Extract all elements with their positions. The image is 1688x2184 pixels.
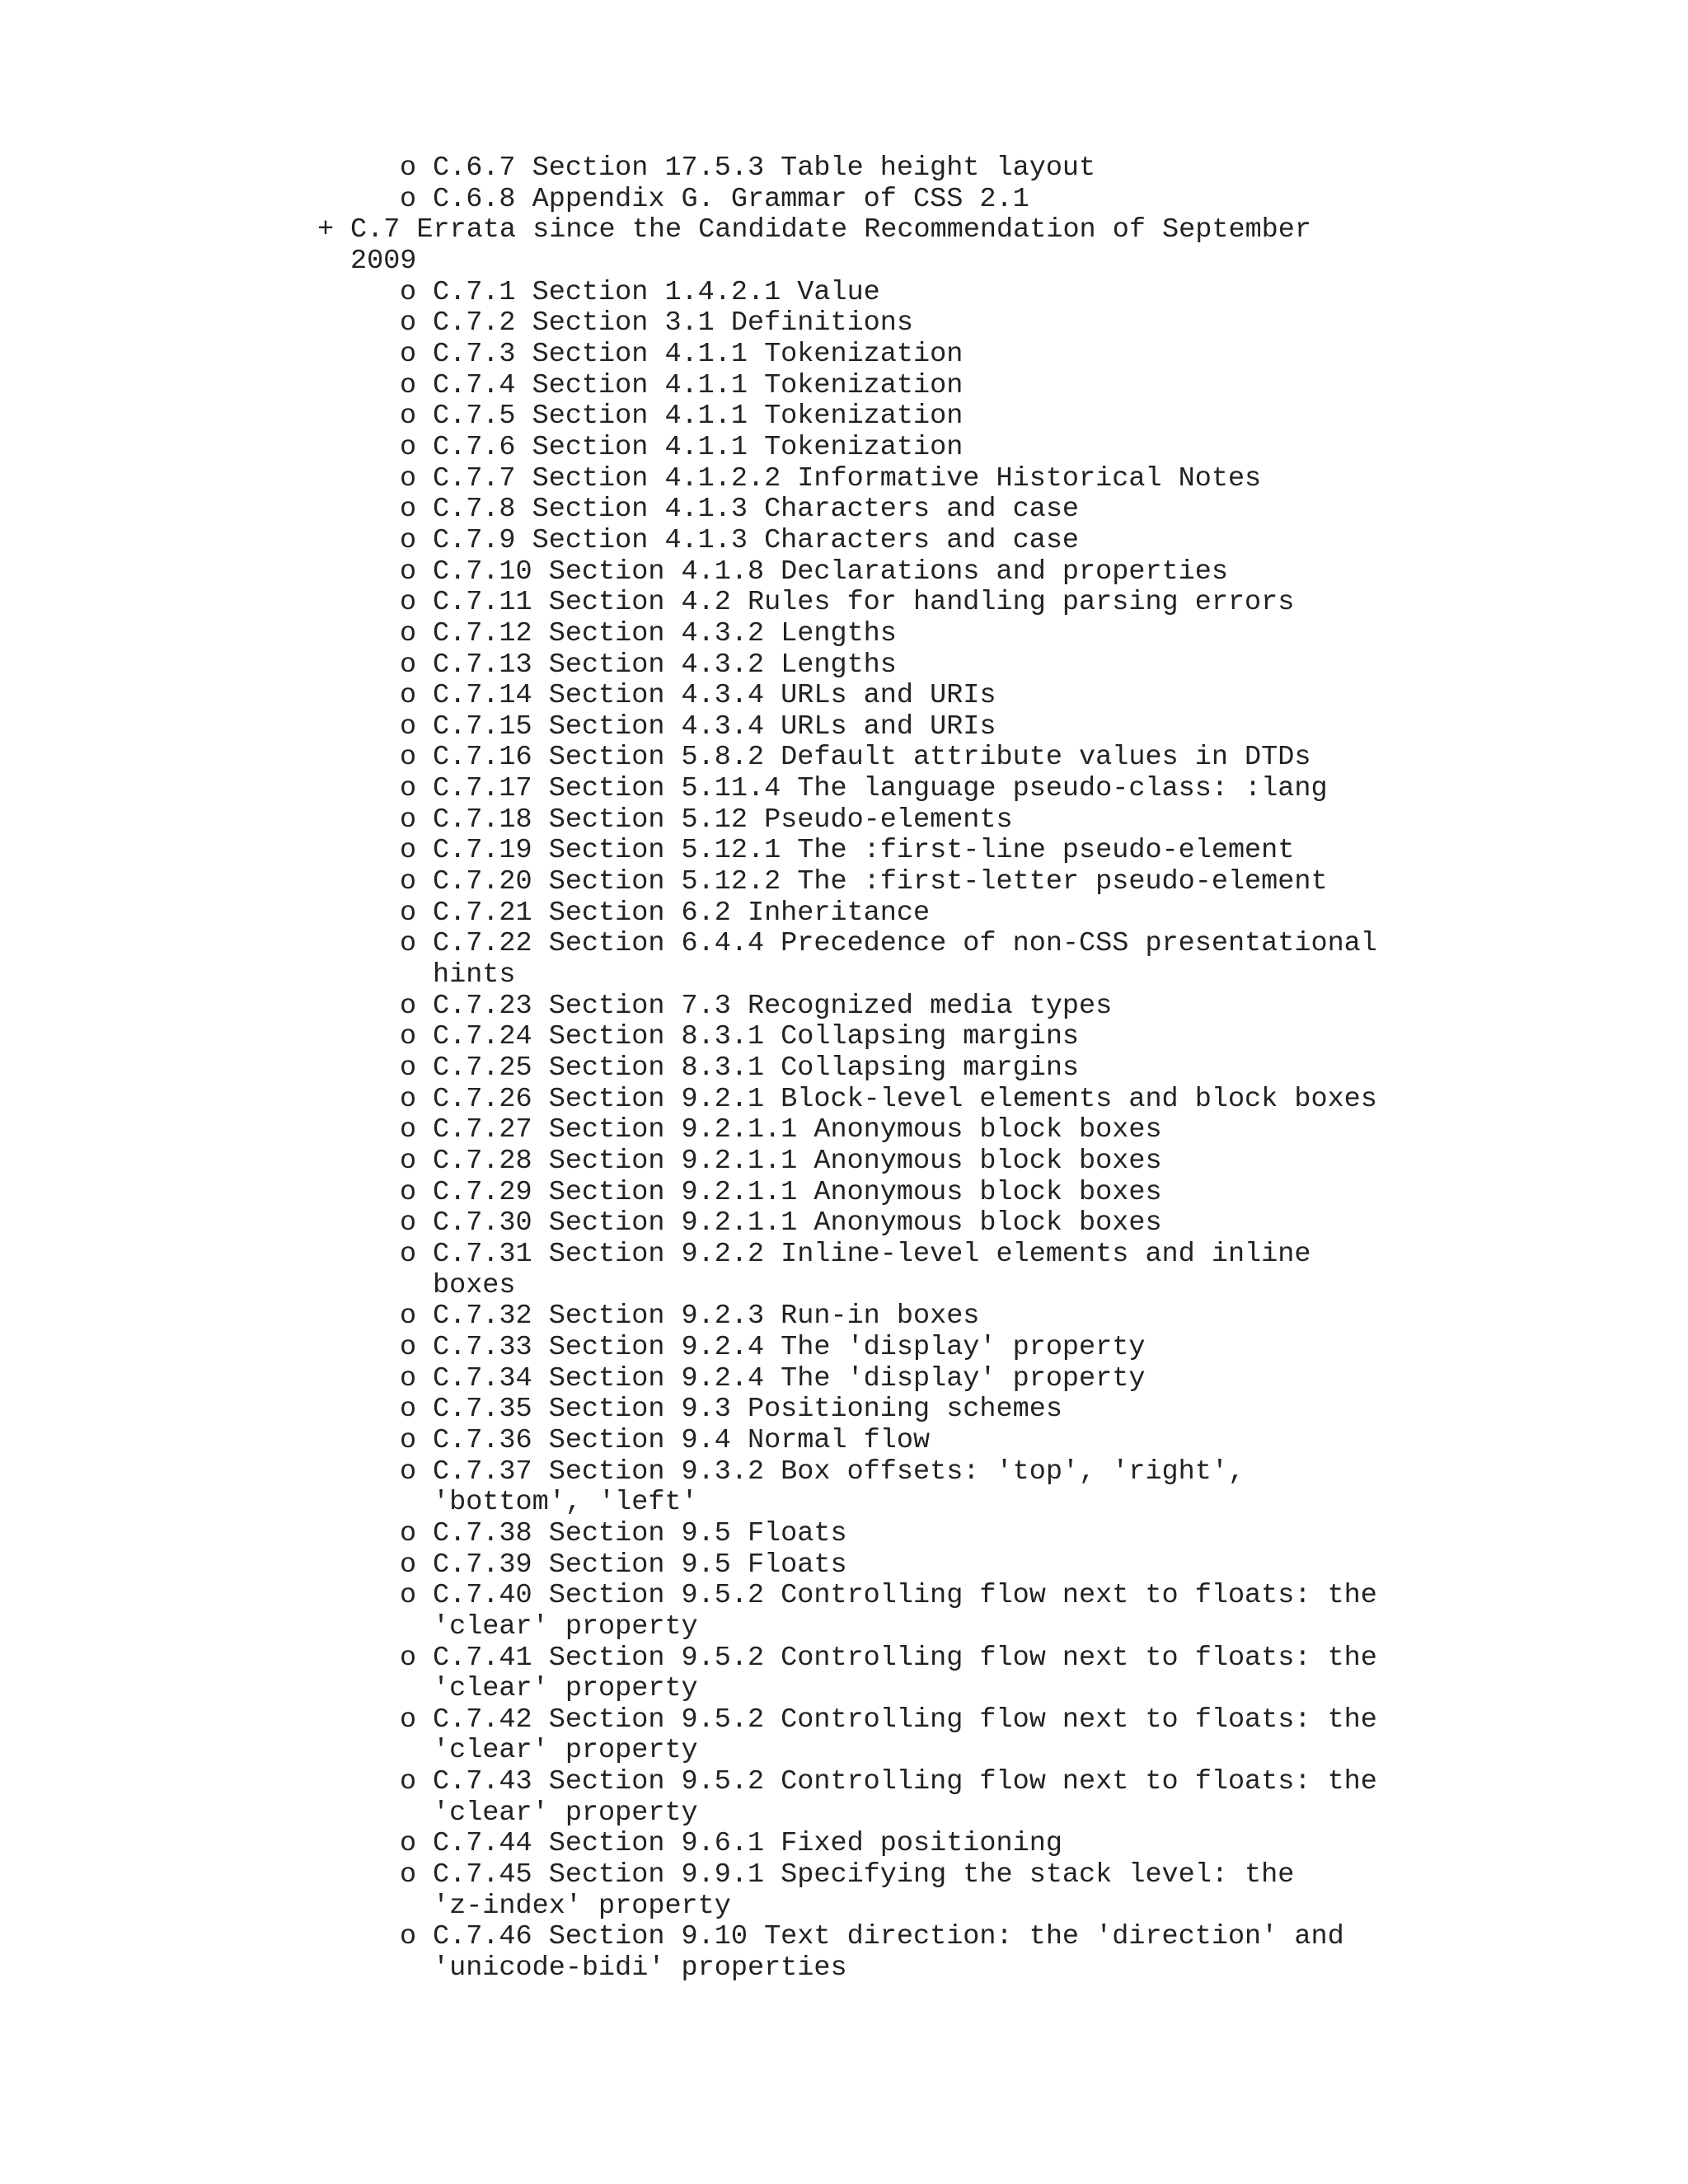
circle-bullet-icon: o [400, 152, 417, 184]
toc-entry[interactable] [317, 1922, 1377, 1984]
toc-entry-line: C.7.17 Section 5.11.4 The language pseudo-class: :lang [433, 773, 1328, 805]
toc-entry-line: hints [433, 959, 516, 991]
toc-entry-text [433, 1178, 1162, 1209]
toc-entry[interactable] [317, 619, 1377, 650]
toc-entry-text [433, 1301, 979, 1333]
circle-bullet-icon: o [400, 773, 417, 805]
toc-entry-text [433, 991, 1112, 1023]
toc-entry[interactable] [317, 836, 1377, 867]
toc-entry-line: boxes [433, 1269, 516, 1301]
toc-entry-line: 'clear' property [433, 1610, 698, 1643]
toc-entry[interactable] [317, 1457, 1377, 1519]
toc-entry-line: 2009 [350, 245, 417, 277]
toc-entry-text [433, 588, 1294, 619]
toc-entry-line: C.7.19 Section 5.12.1 The :first-line pseudo-element [433, 835, 1295, 867]
toc-entry[interactable] [317, 1146, 1377, 1178]
toc-entry[interactable] [317, 1519, 1377, 1550]
toc-entry-text [433, 371, 963, 402]
toc-entry-line: C.7.20 Section 5.12.2 The :first-letter pseudo-element [433, 866, 1328, 898]
toc-entry-text [433, 743, 1311, 774]
toc-entry-text [433, 557, 1228, 588]
toc-entry[interactable] [317, 1178, 1377, 1209]
circle-bullet-icon: o [400, 835, 417, 867]
toc-entry[interactable] [317, 153, 1377, 185]
toc-entry-text [433, 681, 996, 712]
circle-bullet-icon: o [400, 1362, 417, 1394]
toc-entry[interactable] [317, 401, 1377, 433]
circle-bullet-icon: o [400, 1766, 417, 1798]
toc-entry-text [433, 1550, 847, 1582]
circle-bullet-icon: o [400, 1207, 417, 1240]
toc-entry[interactable] [317, 1333, 1377, 1364]
toc-entry-line: C.7.10 Section 4.1.8 Declarations and properties [433, 555, 1228, 588]
toc-entry[interactable] [317, 1022, 1377, 1053]
circle-bullet-icon: o [400, 338, 417, 370]
toc-entry-line: C.7.27 Section 9.2.1.1 Anonymous block boxes [433, 1114, 1162, 1146]
circle-bullet-icon: o [400, 183, 417, 215]
circle-bullet-icon: o [400, 1331, 417, 1363]
toc-entry[interactable] [317, 464, 1377, 495]
circle-bullet-icon: o [400, 1642, 417, 1674]
circle-bullet-icon: o [400, 1146, 417, 1177]
toc-entry[interactable] [317, 588, 1377, 619]
circle-bullet-icon: o [400, 804, 417, 836]
toc-entry-text [433, 1394, 1062, 1426]
toc-entry-text [433, 619, 897, 650]
toc-entry-text [433, 1240, 1311, 1301]
toc-entry-line: C.7.14 Section 4.3.4 URLs and URIs [433, 680, 996, 712]
toc-entry-line: C.7.22 Section 6.4.4 Precedence of non-CSS presentational [433, 928, 1377, 960]
toc-entry[interactable] [317, 1829, 1377, 1860]
circle-bullet-icon: o [400, 866, 417, 898]
toc-entry[interactable] [317, 774, 1377, 805]
toc-entry-line: C.6.8 Appendix G. Grammar of CSS 2.1 [433, 183, 1029, 215]
toc-entry-line: C.7.16 Section 5.8.2 Default attribute values in DTDs [433, 742, 1311, 774]
circle-bullet-icon: o [400, 710, 417, 743]
toc-entry[interactable] [317, 1240, 1377, 1301]
toc-entry[interactable] [317, 1643, 1377, 1705]
toc-entry-line: C.7.39 Section 9.5 Floats [433, 1549, 847, 1581]
circle-bullet-icon: o [400, 494, 417, 526]
toc-entry-text [433, 1767, 1377, 1829]
toc-entry-line: C.7.5 Section 4.1.1 Tokenization [433, 401, 964, 433]
circle-bullet-icon: o [400, 1424, 417, 1456]
toc-entry-line: C.7.40 Section 9.5.2 Controlling flow next to floats: the [433, 1580, 1377, 1612]
circle-bullet-icon: o [400, 401, 417, 433]
toc-entry-line: C.7.6 Section 4.1.1 Tokenization [433, 431, 964, 463]
circle-bullet-icon: o [400, 680, 417, 712]
toc-entry[interactable] [317, 1301, 1377, 1333]
toc-entry-line: C.7.43 Section 9.5.2 Controlling flow next to floats: the [433, 1766, 1377, 1798]
toc-entry-text [433, 1922, 1344, 1984]
toc-entry-text [433, 805, 1013, 837]
toc-entry-line: C.7.13 Section 4.3.2 Lengths [433, 649, 897, 681]
circle-bullet-icon: o [400, 369, 417, 401]
toc-entry-line: C.7.31 Section 9.2.2 Inline-level elements and inline [433, 1238, 1311, 1270]
circle-bullet-icon: o [400, 1549, 417, 1581]
toc-entry-line: C.7.45 Section 9.9.1 Specifying the stack level: the [433, 1859, 1295, 1891]
plus-bullet-icon: + [317, 214, 335, 246]
toc-entry[interactable] [317, 433, 1377, 464]
toc-entry-line: C.7.35 Section 9.3 Positioning schemes [433, 1394, 1062, 1426]
toc-entry-text [433, 1829, 1062, 1860]
toc-entry-text [433, 929, 1377, 991]
circle-bullet-icon: o [400, 742, 417, 774]
circle-bullet-icon: o [400, 897, 417, 929]
toc-entry-line: C.7.36 Section 9.4 Normal flow [433, 1424, 931, 1456]
circle-bullet-icon: o [400, 990, 417, 1022]
toc-entry-line: C.7.23 Section 7.3 Recognized media types [433, 990, 1113, 1022]
toc-entry-line: C.7.9 Section 4.1.3 Characters and case [433, 524, 1080, 556]
circle-bullet-icon: o [400, 1828, 417, 1860]
toc-entry-text [433, 433, 963, 464]
circle-bullet-icon: o [400, 617, 417, 649]
toc-entry-line: C.7.29 Section 9.2.1.1 Anonymous block boxes [433, 1176, 1162, 1208]
circle-bullet-icon: o [400, 1301, 417, 1333]
toc-entry[interactable] [317, 1115, 1377, 1146]
toc-entry[interactable] [317, 215, 1377, 277]
toc-entry-line: C.7.34 Section 9.2.4 The 'display' property [433, 1362, 1146, 1394]
circle-bullet-icon: o [400, 462, 417, 494]
toc-entry[interactable] [317, 991, 1377, 1023]
circle-bullet-icon: o [400, 1455, 417, 1488]
toc-entry[interactable] [317, 867, 1377, 898]
circle-bullet-icon: o [400, 1052, 417, 1085]
toc-entry-text [433, 401, 963, 433]
toc-entry-text [433, 774, 1328, 805]
circle-bullet-icon: o [400, 1517, 417, 1549]
toc-entry[interactable] [317, 1705, 1377, 1767]
toc-entry[interactable] [317, 340, 1377, 371]
toc-entry-line: C.7.21 Section 6.2 Inheritance [433, 897, 931, 929]
toc-entry-text [433, 1085, 1377, 1116]
toc-entry-text [433, 1333, 1145, 1364]
circle-bullet-icon: o [400, 1859, 417, 1891]
toc-entry[interactable] [317, 557, 1377, 588]
toc-entry-line: C.7.25 Section 8.3.1 Collapsing margins [433, 1052, 1080, 1085]
toc-entry-line: C.6.7 Section 17.5.3 Table height layout [433, 152, 1096, 184]
toc-entry[interactable] [317, 308, 1377, 340]
toc-entry[interactable] [317, 526, 1377, 557]
toc-entry-line: 'bottom', 'left' [433, 1487, 698, 1519]
toc-entry-text [433, 153, 1095, 185]
toc-entry-line: C.7 Errata since the Candidate Recommendation of September [350, 214, 1311, 246]
toc-entry-line: 'clear' property [433, 1735, 698, 1767]
toc-entry[interactable] [317, 650, 1377, 682]
toc-entry-line: C.7.2 Section 3.1 Definitions [433, 307, 913, 340]
toc-entry-line: C.7.30 Section 9.2.1.1 Anonymous block boxes [433, 1207, 1162, 1240]
toc-entry[interactable] [317, 929, 1377, 991]
toc-entry[interactable] [317, 1085, 1377, 1116]
toc-entry-text [433, 836, 1294, 867]
circle-bullet-icon: o [400, 649, 417, 681]
toc-entry-text [433, 526, 1079, 557]
toc-entry-line: C.7.26 Section 9.2.1 Block-level elements and block boxes [433, 1083, 1377, 1115]
toc-entry-line: C.7.28 Section 9.2.1.1 Anonymous block boxes [433, 1146, 1162, 1177]
toc-entry-line: C.7.3 Section 4.1.1 Tokenization [433, 338, 964, 370]
toc-entry[interactable] [317, 743, 1377, 774]
toc-entry-text [433, 1053, 1079, 1085]
circle-bullet-icon: o [400, 1021, 417, 1053]
toc-entry-text [433, 1146, 1162, 1178]
toc-entry-line: 'unicode-bidi' properties [433, 1952, 847, 1985]
toc-entry-line: 'z-index' property [433, 1890, 731, 1922]
toc-entry-line: C.7.15 Section 4.3.4 URLs and URIs [433, 710, 996, 743]
toc-entry-line: C.7.12 Section 4.3.2 Lengths [433, 617, 897, 649]
toc-entry-text [433, 185, 1029, 216]
toc-entry-text [433, 1457, 1245, 1519]
circle-bullet-icon: o [400, 1580, 417, 1612]
toc-entry-line: C.7.38 Section 9.5 Floats [433, 1517, 847, 1549]
toc-entry[interactable] [317, 1364, 1377, 1395]
toc-entry-text [433, 1364, 1145, 1395]
toc-entry[interactable] [317, 1053, 1377, 1085]
circle-bullet-icon: o [400, 1083, 417, 1115]
toc-entry-line: C.7.11 Section 4.2 Rules for handling parsing errors [433, 587, 1295, 619]
toc-entry-text [433, 1860, 1294, 1922]
toc-entry[interactable] [317, 1581, 1377, 1643]
toc-entry-text [433, 1581, 1377, 1643]
toc-entry-line: C.7.1 Section 1.4.2.1 Value [433, 276, 880, 308]
toc-entry[interactable] [317, 185, 1377, 216]
toc-entry[interactable] [317, 278, 1377, 309]
toc-entry-text [433, 898, 930, 930]
toc-entry-line: C.7.32 Section 9.2.3 Run-in boxes [433, 1301, 980, 1333]
circle-bullet-icon: o [400, 1921, 417, 1953]
toc-entry-text [433, 308, 913, 340]
toc-entry[interactable] [317, 712, 1377, 743]
toc-entry[interactable] [317, 1860, 1377, 1922]
toc-entry-text [433, 1519, 847, 1550]
toc-entry[interactable] [317, 1208, 1377, 1240]
toc-entry-text [433, 464, 1261, 495]
toc-entry-text [433, 1115, 1162, 1146]
toc-entry-text [433, 867, 1328, 898]
toc-entry-text [350, 215, 1311, 277]
toc-entry-line: C.7.42 Section 9.5.2 Controlling flow next to floats: the [433, 1704, 1377, 1736]
toc-entry[interactable] [317, 371, 1377, 402]
toc-entry-line: C.7.44 Section 9.6.1 Fixed positioning [433, 1828, 1062, 1860]
table-of-contents [317, 153, 1377, 1985]
toc-entry-text [433, 494, 1079, 526]
toc-entry-line: C.7.33 Section 9.2.4 The 'display' property [433, 1331, 1146, 1363]
toc-entry-line: 'clear' property [433, 1673, 698, 1705]
toc-entry[interactable] [317, 805, 1377, 837]
circle-bullet-icon: o [400, 276, 417, 308]
circle-bullet-icon: o [400, 587, 417, 619]
toc-entry-line: C.7.18 Section 5.12 Pseudo-elements [433, 804, 1013, 836]
circle-bullet-icon: o [400, 1238, 417, 1270]
circle-bullet-icon: o [400, 555, 417, 588]
circle-bullet-icon: o [400, 1394, 417, 1426]
toc-entry-text [433, 712, 996, 743]
toc-entry[interactable] [317, 1394, 1377, 1426]
toc-entry-line: C.7.7 Section 4.1.2.2 Informative Historical Notes [433, 462, 1262, 494]
toc-entry-text [433, 1208, 1162, 1240]
toc-entry[interactable] [317, 898, 1377, 930]
toc-entry-line: C.7.46 Section 9.10 Text direction: the 'direction' and [433, 1921, 1344, 1953]
toc-entry-line: C.7.24 Section 8.3.1 Collapsing margins [433, 1021, 1080, 1053]
toc-entry-text [433, 650, 897, 682]
toc-entry[interactable] [317, 1426, 1377, 1457]
circle-bullet-icon: o [400, 524, 417, 556]
toc-entry-text [433, 1426, 930, 1457]
toc-entry-text [433, 340, 963, 371]
toc-entry[interactable] [317, 1767, 1377, 1829]
toc-entry-text [433, 278, 880, 309]
circle-bullet-icon: o [400, 1176, 417, 1208]
toc-entry-line: C.7.8 Section 4.1.3 Characters and case [433, 494, 1080, 526]
toc-entry-text [433, 1705, 1377, 1767]
circle-bullet-icon: o [400, 1704, 417, 1736]
circle-bullet-icon: o [400, 307, 417, 340]
toc-entry-text [433, 1022, 1079, 1053]
circle-bullet-icon: o [400, 1114, 417, 1146]
toc-entry-line: C.7.37 Section 9.3.2 Box offsets: 'top', 'right', [433, 1455, 1245, 1488]
toc-entry[interactable] [317, 494, 1377, 526]
toc-entry-line: C.7.4 Section 4.1.1 Tokenization [433, 369, 964, 401]
circle-bullet-icon: o [400, 928, 417, 960]
toc-entry-text [433, 1643, 1377, 1705]
toc-entry[interactable] [317, 681, 1377, 712]
toc-entry-line: C.7.41 Section 9.5.2 Controlling flow next to floats: the [433, 1642, 1377, 1674]
toc-entry-line: 'clear' property [433, 1797, 698, 1829]
toc-entry[interactable] [317, 1550, 1377, 1582]
circle-bullet-icon: o [400, 431, 417, 463]
